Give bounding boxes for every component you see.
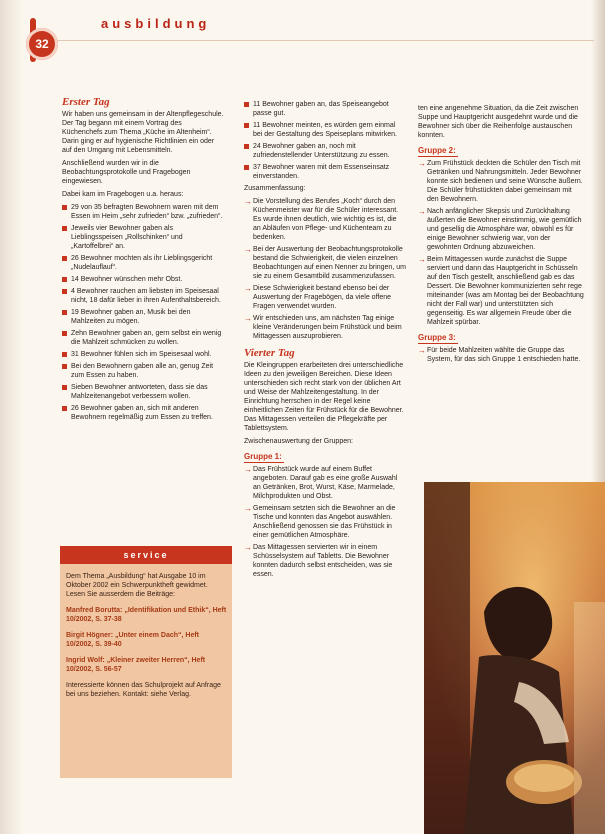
section-title-erster-tag: Erster Tag (62, 96, 110, 108)
list-item: → Zum Frühstück deckten die Schüler den Tisch mit Getränken und Nahrungsmitteln. Jeder Bewohner konnte sich bedienen und seine Wünsche äußern. Die Schüler frühstückten dabei gemeinsam mit den Bewohnern. (418, 159, 584, 204)
col3-paragraph: ten eine angenehme Situation, da die Zeit zwischen Suppe und Hauptgericht ausgedehnt wurde und die Bewohner sich über die Reihenfolge austauschen konnten. (418, 105, 579, 139)
list-item: 11 Bewohner meinten, es würden gern einmal bei der Gestaltung des Speiseplans mitwirken. (244, 121, 406, 139)
service-heading: service (60, 546, 232, 564)
group-1-list (244, 465, 406, 579)
intro-paragraph-2: Anschließend wurden wir in die Beobachtungsprotokolle und Fragebogen eingewiesen. (62, 160, 191, 185)
column-2 (244, 100, 406, 582)
list-item: → Diese Schwierigkeit bestand ebenso bei der Auswertung der Fragebögen, da viele offene Fragen verwendet wurden. (244, 284, 406, 311)
summary-lead: Zusammenfassung: (244, 185, 306, 192)
service-body (66, 572, 228, 706)
summary-list (244, 197, 406, 341)
service-entry: Interessierte können das Schulprojekt auf Anfrage bei uns beziehen. Kontakt: siehe Verlag. (66, 682, 221, 698)
list-item: → Die Vorstellung des Berufes „Koch“ durch den Küchenmeister war für die Schüler interessant. Es wurde ihnen deutlich, wie wichtig es ist, die an Abläufen von Pflege- und Küchenteam zu bedenken. (244, 197, 406, 242)
list-lead: Dabei kam im Fragebogen u.a. heraus: (62, 191, 184, 198)
list-item: → Das Frühstück wurde auf einem Buffet angeboten. Darauf gab es eine große Auswahl an Getränken, Brot, Wurst, Käse, Marmelade, Milchprodukten und Obst. (244, 465, 406, 501)
list-item: → Bei der Auswertung der Beobachtungsprotokolle bestand die Schwierigkeit, die vielen einzelnen Beobachtungen auf einen Nenner zu bringen, um sie zu einem Gesamtbild zusammenzufassen. (244, 245, 406, 281)
group-2-title: Gruppe 2: (418, 146, 584, 157)
group-3-title: Gruppe 3: (418, 333, 584, 344)
list-item: → Nach anfänglicher Skepsis und Zurückhaltung äußerten die Bewohner einstimmig, wie gemütlich und gesellig die Atmosphäre war, obwohl es für einige Bewohner schwierig war, von der gewohnten Ordnung abzuweichen. (418, 207, 584, 252)
list-item: 31 Bewohner fühlen sich im Speisesaal wohl. (62, 350, 224, 359)
list-item: 24 Bewohner gaben an, noch mit zufriedenstellender Unterstützung zu essen. (244, 142, 406, 160)
list-item: Bei den Bewohnern gaben alle an, genug Zeit zum Essen zu haben. (62, 362, 224, 380)
section-title-vierter-tag: Vierter Tag (244, 347, 295, 359)
service-entry: Manfred Borutta: „Identifikation und Ethik“, Heft 10/2002, S. 37-38 (66, 607, 227, 623)
column-3 (418, 104, 584, 367)
photo-elderly-person (424, 482, 605, 834)
section-header-title: ausbildung (101, 16, 211, 31)
page-number: 32 (26, 28, 58, 60)
list-item: → Das Mittagessen servierten wir in einem Schüsselsystem auf Tabletts. Die Bewohner konnten dadurch selbst entscheiden, was sie essen. (244, 543, 406, 579)
column-1 (62, 96, 224, 425)
survey-results-list (62, 203, 224, 422)
list-item: 11 Bewohner gaben an, das Speiseangebot passe gut. (244, 100, 406, 118)
list-item: → Beim Mittagessen wurde zunächst die Suppe serviert und dann das Hauptgericht in Schüsseln auf den Tisch gestellt, anschließend gab es das Dessert. Die Bewohner kommunizierten sehr rege miteinander (was am Montag bei der Beobachtung nicht der Fall war) und unterstützten sich gegenseitig. Es war allgemein Freude über die Mahlzeit spürbar. (418, 255, 584, 327)
list-item: 19 Bewohner gaben an, Musik bei den Mahlzeiten zu mögen. (62, 308, 224, 326)
list-item: → Wir entschieden uns, am nächsten Tag einige kleine Veränderungen beim Frühstück und beim Mittagessen auszuprobieren. (244, 314, 406, 341)
service-entry: Dem Thema „Ausbildung“ hat Ausgabe 10 im Oktober 2002 ein Schwerpunktheft gewidmet. Lesen Sie ausserdem die Beiträge: (66, 573, 208, 598)
list-item: Zehn Bewohner gaben an, gern selbst ein wenig die Mahlzeit schmücken zu wollen. (62, 329, 224, 347)
list-item: Sieben Bewohner antworteten, dass sie das Mahlzeitenangebot verbessern wollen. (62, 383, 224, 401)
survey-results-list-cont (244, 100, 406, 181)
list-item: 26 Bewohner mochten als ihr Lieblingsgericht „Nudelauflauf“. (62, 254, 224, 272)
page-gutter-shadow (0, 0, 22, 834)
list-item: → Gemeinsam setzten sich die Bewohner an die Tische und konnten das Angebot auswählen. Anschließend genossen sie das Frühstück in einer gemütlichen Atmosphäre. (244, 504, 406, 540)
group-2-list (418, 159, 584, 327)
group-1-title: Gruppe 1: (244, 452, 406, 463)
list-item: Jeweils vier Bewohner gaben als Lieblingsspeisen „Rollschinken“ und „Kartoffelbrei“ an. (62, 224, 224, 251)
list-item: 37 Bewohner waren mit dem Essenseinsatz einverstanden. (244, 163, 406, 181)
interim-lead: Zwischenauswertung der Gruppen: (244, 438, 353, 445)
list-item: → Für beide Mahlzeiten wählte die Gruppe das System, für das sich Gruppe 1 entschieden hatte. (418, 346, 584, 364)
intro-paragraph: Wir haben uns gemeinsam in der Altenpflegeschule. Der Tag begann mit einem Vortrag des Küchenchefs zum Thema „Küche im Altenheim“. Darin ging er auf hygienische Richtlinien ein oder auf den Umgang mit Lebensmitteln. (62, 111, 224, 154)
service-entry: Ingrid Wolf: „Kleiner zweiter Herren“, Heft 10/2002, S. 56-57 (66, 657, 206, 673)
group-3-list (418, 346, 584, 364)
list-item: 14 Bewohner wünschen mehr Obst. (62, 275, 224, 284)
list-item: 26 Bewohner gaben an, sich mit anderen Bewohnern regelmäßig zum Essen zu treffen. (62, 404, 224, 422)
service-entry: Birgit Högner: „Unter einem Dach“, Heft 10/2002, S. 39-40 (66, 632, 200, 648)
vierter-tag-paragraph: Die Kleingruppen erarbeiteten drei unterschiedliche Ideen zu den jeweiligen Bereichen. Diese Ideen unterschieden sich recht stark von der üblichen Art und Weise der Mahlzeitengestaltung. In der Einrichtung herrschen in der Regel keine einheitlichen Zeiten für Frühstück für die Bewohner. Das Mittagessen verteilen die Pflegekräfte per Tablettsystem. (244, 362, 404, 432)
list-item: 4 Bewohner rauchen am liebsten im Speisesaal nicht, 18 dafür lieber in ihren Aufenthaltsbereich. (62, 287, 224, 305)
photo-illustration (424, 482, 605, 834)
list-item: 29 von 35 befragten Bewohnern waren mit dem Essen im Heim „sehr zufrieden“ bzw. „zufrieden“. (62, 203, 224, 221)
